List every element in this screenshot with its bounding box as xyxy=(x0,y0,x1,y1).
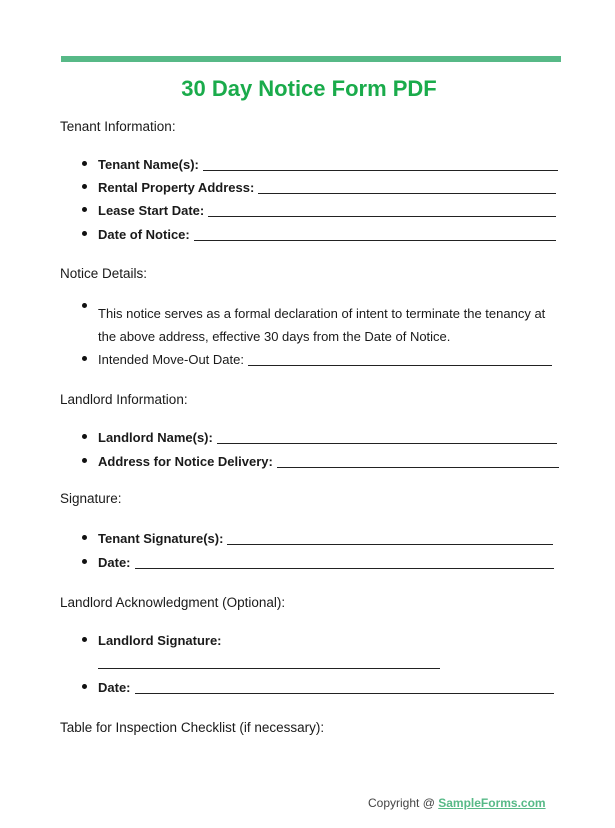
header-accent-bar xyxy=(61,56,561,62)
field-label: Lease Start Date: xyxy=(98,203,205,218)
bullet-icon xyxy=(82,207,87,212)
blank-line[interactable] xyxy=(135,692,554,694)
bullet-icon xyxy=(82,535,87,540)
bullet-icon xyxy=(82,356,87,361)
field-rental-address[interactable] xyxy=(82,180,556,195)
field-label: Rental Property Address: xyxy=(98,180,255,195)
field-tenant-signature[interactable] xyxy=(82,531,553,546)
blank-line[interactable] xyxy=(227,543,553,545)
field-notice-address[interactable] xyxy=(82,454,559,469)
field-move-out-date[interactable] xyxy=(82,352,552,367)
bullet-icon xyxy=(82,231,87,236)
field-label: Tenant Signature(s): xyxy=(98,531,224,546)
field-tenant-name[interactable] xyxy=(82,157,558,172)
bullet-icon xyxy=(82,458,87,463)
blank-line[interactable] xyxy=(217,442,557,444)
blank-line[interactable] xyxy=(208,215,556,217)
field-label: Date of Notice: xyxy=(98,227,190,242)
copyright-footer xyxy=(368,796,546,810)
field-label: Address for Notice Delivery: xyxy=(98,454,273,469)
field-label: Tenant Name(s): xyxy=(98,157,199,172)
section-heading-landlord: Landlord Information: xyxy=(60,392,188,407)
field-landlord-signature xyxy=(82,633,222,648)
landlord-signature-blank-line[interactable] xyxy=(98,668,440,669)
bullet-icon xyxy=(82,559,87,564)
blank-line[interactable] xyxy=(203,169,558,171)
field-date-of-notice[interactable] xyxy=(82,227,556,242)
blank-line[interactable] xyxy=(135,567,554,569)
field-landlord-name[interactable] xyxy=(82,430,557,445)
copyright-text: Copyright @ xyxy=(368,796,439,810)
field-label: Date: xyxy=(98,680,131,695)
blank-line[interactable] xyxy=(248,364,552,366)
brand-link[interactable]: SampleForms.com xyxy=(438,796,546,810)
bullet-icon xyxy=(82,161,87,166)
field-label: Date: xyxy=(98,555,131,570)
section-heading-acknowledgment: Landlord Acknowledgment (Optional): xyxy=(60,595,286,610)
blank-line[interactable] xyxy=(258,192,556,194)
notice-paragraph: This notice serves as a formal declaration of intent to terminate the tenancy at the above address, effective 30 days from the Date of Notice. xyxy=(98,306,546,344)
section-heading-signature: Signature: xyxy=(60,491,122,506)
field-label: Intended Move-Out Date: xyxy=(98,352,244,367)
notice-bullet xyxy=(82,306,98,311)
bullet-icon xyxy=(82,184,87,189)
page-title: 30 Day Notice Form PDF xyxy=(181,76,437,101)
bullet-icon xyxy=(82,434,87,439)
field-signature-date[interactable] xyxy=(82,555,554,570)
bullet-icon xyxy=(82,303,87,308)
blank-line[interactable] xyxy=(277,466,559,468)
bullet-icon xyxy=(82,637,87,642)
bullet-icon xyxy=(82,684,87,689)
field-acknowledgment-date[interactable] xyxy=(82,680,554,695)
field-label: Landlord Name(s): xyxy=(98,430,213,445)
blank-line[interactable] xyxy=(194,239,556,241)
section-heading-notice: Notice Details: xyxy=(60,266,148,281)
field-lease-start[interactable] xyxy=(82,203,556,218)
field-label: Landlord Signature: xyxy=(98,633,222,648)
section-heading-inspection: Table for Inspection Checklist (if necessary): xyxy=(60,720,325,735)
section-heading-tenant: Tenant Information: xyxy=(60,119,176,134)
